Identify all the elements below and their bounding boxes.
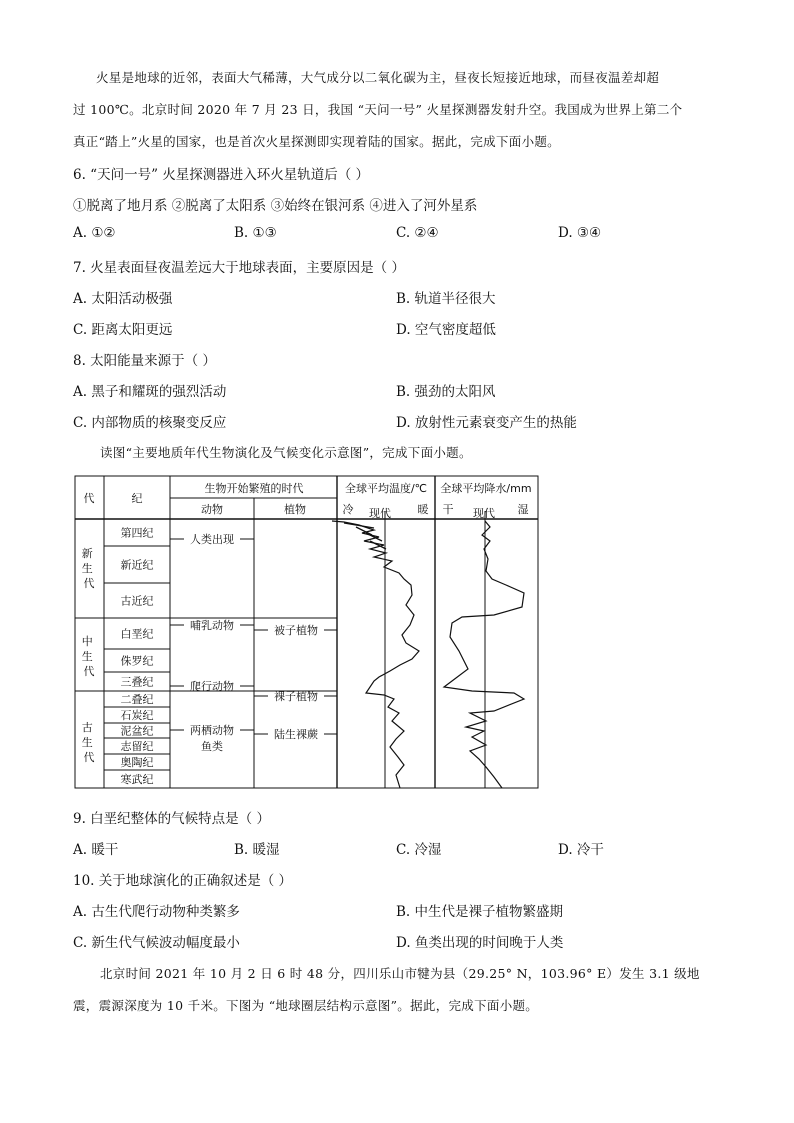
question-6-option-d[interactable]: D. ③④ (558, 225, 602, 241)
question-10-stem: 10. 关于地球演化的正确叙述是（ ） (73, 873, 293, 889)
header-biology: 生物开始繁殖的时代 (204, 482, 304, 495)
intro-paragraph-1-line-2: 过 100℃。北京时间 2020 年 7 月 23 日，我国 “天问一号” 火星探测器发射升空。我国成为世界上第二个 (73, 102, 683, 117)
period-label: 志留纪 (120, 740, 154, 753)
temperature-warm-label: 暖 (417, 503, 429, 516)
period-label: 石炭纪 (120, 709, 154, 722)
period-label: 第四纪 (120, 526, 154, 540)
plant-angiosperms: 被子植物 (274, 624, 318, 637)
plant-psilophytes: 陆生裸蕨 (274, 728, 318, 741)
question-8-option-d[interactable]: D. 放射性元素衰变产生的热能 (396, 415, 577, 431)
question-8-stem: 8. 太阳能量来源于（ ） (73, 353, 216, 369)
temperature-cold-label: 冷 (342, 503, 354, 516)
geologic-time-figure (74, 475, 540, 789)
animal-humans: 人类出现 (190, 533, 234, 546)
header-precipitation: 全球平均降水/mm (440, 482, 532, 495)
question-8-option-b[interactable]: B. 强劲的太阳风 (396, 384, 496, 400)
intro-paragraph-1-line-1: 火星是地球的近邻，表面大气稀薄，大气成分以二氧化碳为主，昼夜长短接近地球，而昼夜温差却超 (96, 70, 660, 85)
question-8-option-a[interactable]: A. 黑子和耀斑的强烈活动 (73, 384, 227, 400)
intro-paragraph-3-line-1: 北京时间 2021 年 10 月 2 日 6 时 48 分，四川乐山市犍为县（29.25° N，103.96° E）发生 3.1 级地 (100, 966, 700, 981)
question-6-statements: ①脱离了地月系 ②脱离了太阳系 ③始终在银河系 ④进入了河外星系 (73, 198, 478, 214)
temperature-curve (332, 521, 419, 788)
header-plant: 植物 (284, 503, 306, 516)
question-6-option-a[interactable]: A. ①② (73, 225, 116, 241)
header-era: 代 (83, 492, 95, 505)
question-9-option-a[interactable]: A. 暖干 (73, 842, 119, 858)
era-paleozoic: 古 生 代 (81, 721, 95, 764)
question-7-option-d[interactable]: D. 空气密度超低 (396, 322, 496, 338)
precipitation-dry-label: 干 (442, 503, 454, 516)
period-label: 寒武纪 (120, 773, 154, 786)
era-cenozoic-char: 生 (81, 562, 93, 575)
animal-fish: 鱼类 (201, 740, 223, 753)
header-period: 纪 (131, 492, 143, 505)
question-9-option-d[interactable]: D. 冷干 (558, 842, 604, 858)
period-label: 三叠纪 (120, 675, 154, 689)
era-cenozoic-char: 新 (81, 547, 93, 560)
period-label: 新近纪 (120, 558, 154, 572)
question-6-option-c[interactable]: C. ②④ (396, 225, 439, 241)
question-10-option-b[interactable]: B. 中生代是裸子植物繁盛期 (396, 904, 564, 920)
period-label: 古近纪 (120, 594, 154, 608)
animal-amphibians: 两栖动物 (190, 724, 234, 737)
question-7-stem: 7. 火星表面昼夜温差远大于地球表面，主要原因是（ ） (73, 260, 405, 276)
period-label: 侏罗纪 (120, 654, 154, 668)
question-7-option-b[interactable]: B. 轨道半径很大 (396, 291, 496, 307)
precipitation-modern-label: 现代 (473, 507, 495, 520)
plant-gymnosperms: 裸子植物 (274, 690, 318, 703)
period-label: 奥陶纪 (120, 756, 154, 769)
period-label: 白垩纪 (120, 627, 154, 641)
question-8-option-c[interactable]: C. 内部物质的核聚变反应 (73, 415, 227, 431)
question-7-option-a[interactable]: A. 太阳活动极强 (73, 291, 173, 307)
question-7-option-c[interactable]: C. 距离太阳更远 (73, 322, 173, 338)
question-6-stem: 6. “天问一号” 火星探测器进入环火星轨道后（ ） (73, 167, 370, 183)
question-6-option-b[interactable]: B. ①③ (234, 225, 277, 241)
question-9-option-c[interactable]: C. 冷湿 (396, 842, 442, 858)
intro-paragraph-2: 读图“主要地质年代生物演化及气候变化示意图”，完成下面小题。 (100, 445, 472, 460)
precipitation-wet-label: 湿 (517, 503, 529, 516)
intro-paragraph-1-line-3: 真正“踏上”火星的国家，也是首次火星探测即实现着陆的国家。据此，完成下面小题。 (73, 134, 560, 149)
era-cenozoic-char: 代 (83, 577, 95, 590)
intro-paragraph-3-line-2: 震，震源深度为 10 千米。下图为 “地球圈层结构示意图”。据此，完成下面小题。 (73, 998, 539, 1013)
temperature-modern-label: 现代 (369, 507, 391, 520)
question-9-stem: 9. 白垩纪整体的气候特点是（ ） (73, 811, 270, 827)
era-cenozoic (82, 547, 97, 590)
animal-mammals: 哺乳动物 (190, 619, 234, 632)
question-10-option-d[interactable]: D. 鱼类出现的时间晚于人类 (396, 935, 564, 951)
era-mesozoic: 中 生 代 (81, 635, 95, 678)
precipitation-curve (444, 521, 524, 788)
question-9-option-b[interactable]: B. 暖湿 (234, 842, 280, 858)
animal-reptiles: 爬行动物 (190, 680, 234, 693)
question-10-option-c[interactable]: C. 新生代气候波动幅度最小 (73, 935, 240, 951)
header-temperature: 全球平均温度/℃ (344, 482, 428, 495)
header-animal: 动物 (201, 503, 223, 516)
period-label: 二叠纪 (120, 693, 154, 706)
period-label: 泥盆纪 (120, 724, 154, 738)
question-10-option-a[interactable]: A. 古生代爬行动物种类繁多 (73, 904, 240, 920)
